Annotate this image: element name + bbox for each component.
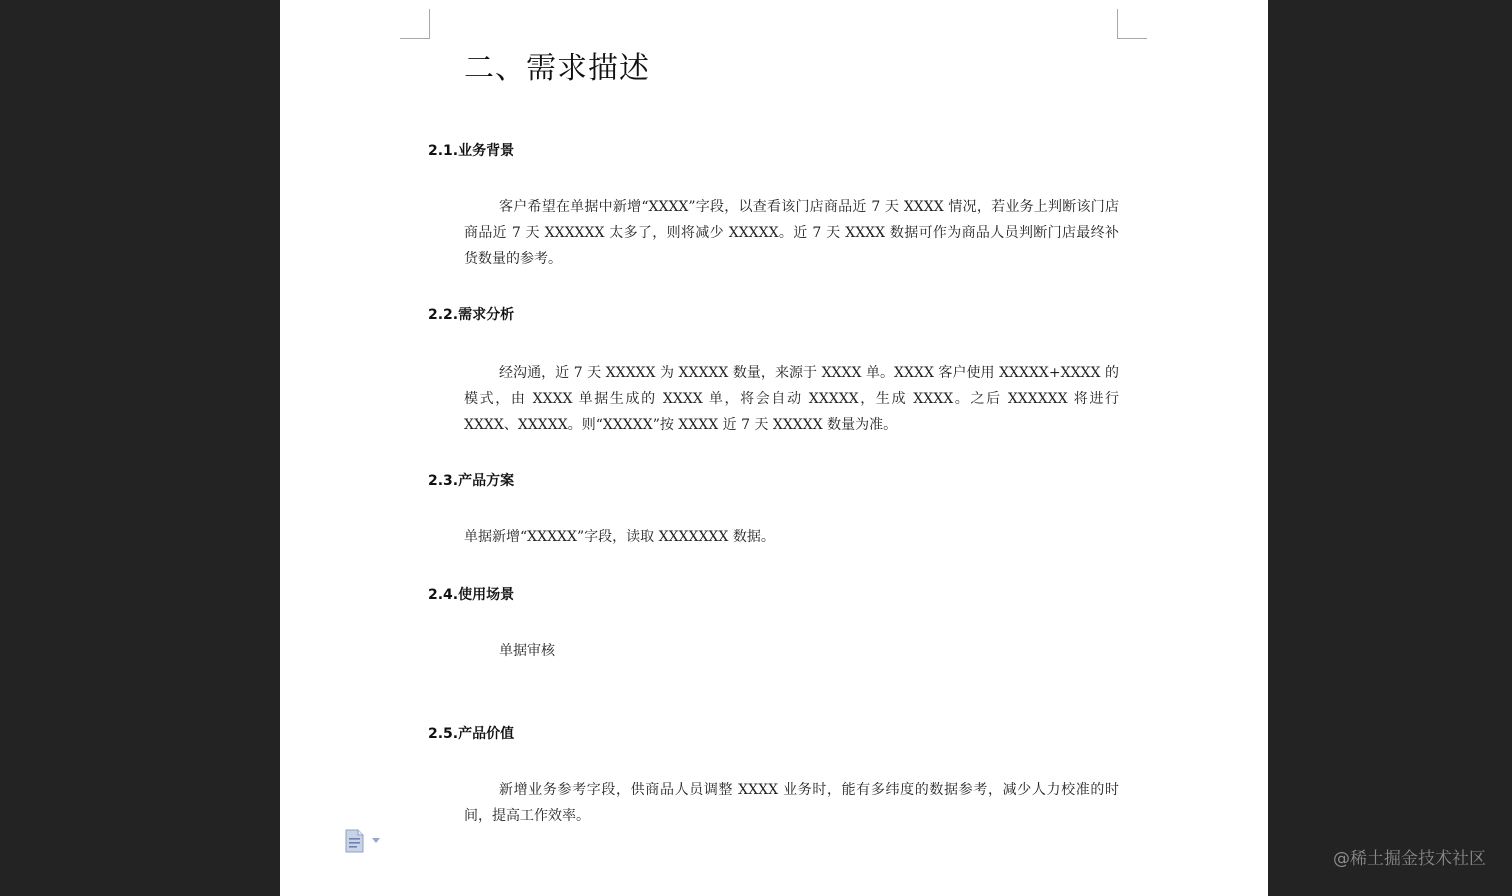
section-heading-business-background: 2.1.业务背景 [428,143,515,159]
document-options-button[interactable] [345,829,385,853]
page-title: 二、需求描述 [464,51,650,86]
section-body-usage-scenario: 单据审核 [499,643,555,659]
chevron-down-icon [372,838,380,843]
section-heading-product-solution: 2.3.产品方案 [428,473,515,489]
section-body-product-value: 新增业务参考字段，供商品人员调整 XXXX 业务时，能有多纬度的数据参考，减少人力校准的时间，提高工作效率。 [464,782,1119,824]
section-body-business-background: 客户希望在单据中新增“XXXX”字段，以查看该门店商品近 7 天 XXXX 情况，若业务上判断该门店商品近 7 天 XXXXXX 太多了，则将减少 XXXXX。近 7 天 XXXX 数据可作为商品人员判断门店最终补货数量的参考。 [464,199,1119,267]
section-body-product-solution: 单据新增“XXXXX”字段，读取 XXXXXXX 数据。 [464,529,775,545]
document-options-icon [345,829,385,853]
section-heading-requirement-analysis: 2.2.需求分析 [428,307,515,323]
document-page [280,0,1268,896]
watermark: @稀土掘金技术社区 [1333,849,1486,869]
section-heading-product-value: 2.5.产品价值 [428,726,515,742]
margin-corner-top-left [400,9,430,39]
section-heading-usage-scenario: 2.4.使用场景 [428,587,515,603]
margin-corner-top-right [1117,9,1147,39]
section-body-requirement-analysis: 经沟通，近 7 天 XXXXX 为 XXXXX 数量，来源于 XXXX 单。XXXX 客户使用 XXXXX+XXXX 的模式，由 XXXX 单据生成的 XXXX 单，将会自动 XXXXX，生成 XXXX。之后 XXXXXX 将进行 XXXX、XXXXX。则“XXXXX”按 XXXX 近 7 天 XXXXX 数量为准。 [464,365,1119,433]
